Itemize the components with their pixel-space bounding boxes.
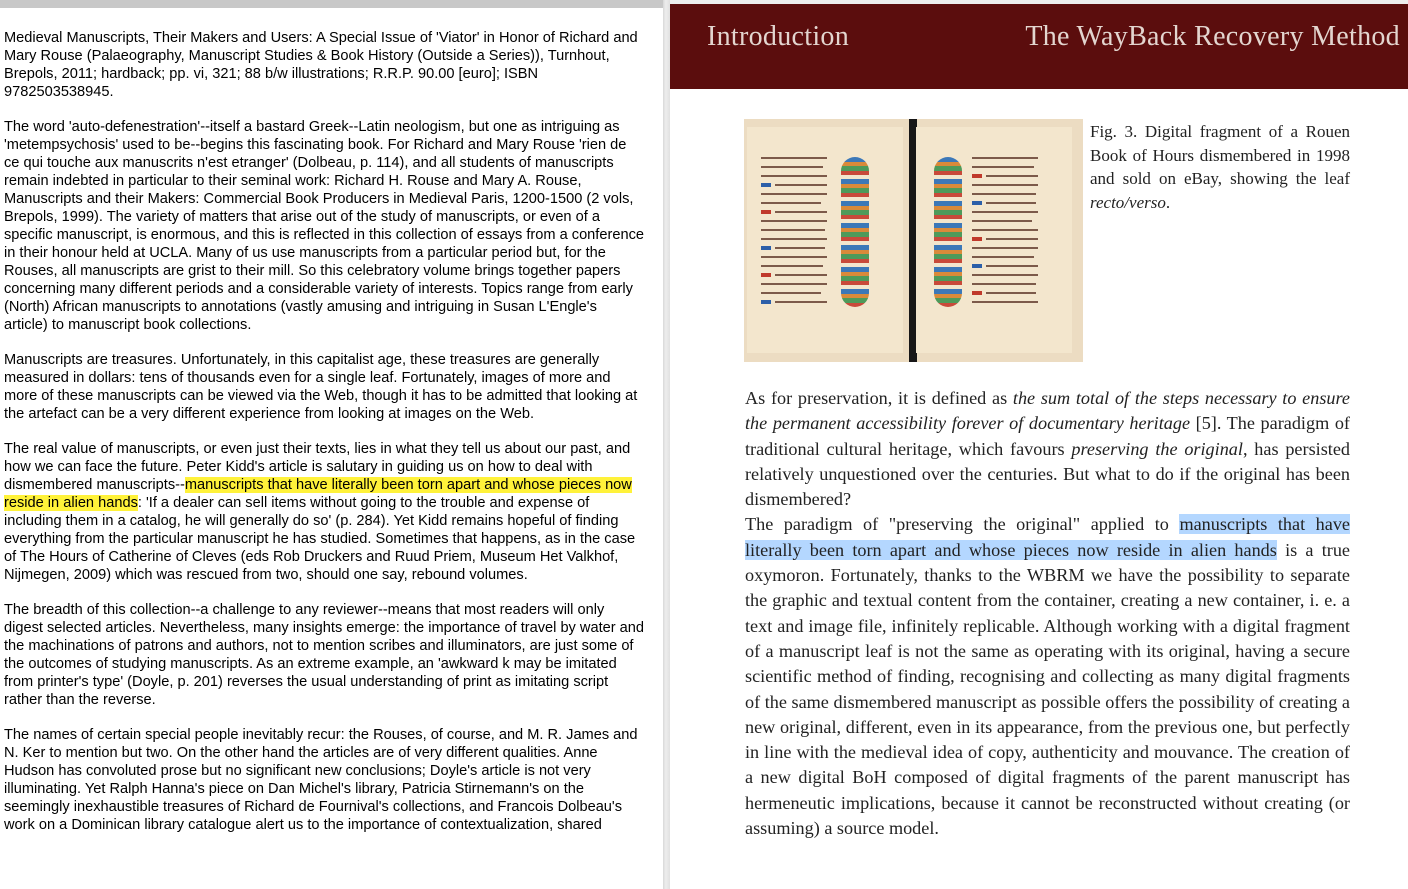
manuscript-figure-image <box>744 119 1083 362</box>
paragraph-citation: Medieval Manuscripts, Their Makers and Users: A Special Issue of 'Viator' in Honor of Richard and Mary Rouse (Palaeography, Manuscript Studies & Book History (Outside a Series)), Turnhout, Brepols, 2011; hardback; pp. vi, 321; 88 b/w illustrations; R.R.P. 90.00 [euro]; ISBN 9782503538945. <box>4 30 638 100</box>
caption-text: Fig. 3. Digital fragment of a Rouen Book of Hours dismembered in 1998 and sold on eBay, showing the leaf <box>1090 122 1350 188</box>
paragraph-paradigm <box>745 512 1350 841</box>
floral-border-ornament <box>841 157 869 307</box>
italic-text: preserving the original <box>1071 438 1243 459</box>
paragraph-intro: The word 'auto-defenestration'--itself a bastard Greek--Latin neologism, but one as intriguing as 'metempsychosis' used to be--begins this fascinating book. For Richard and Mary Rouse 'rien de ce qui touche aux manuscrits n'est etranger' (Dolbeau, p. 114), and all students of manuscripts remain indebted in particular to their seminal work: Richard H. Rouse and Mary A. Rouse, Manuscripts and their Makers: Commercial Book Producers in Medieval Paris, 1200-1500 (2 vols, Brepols, 1999). The variety of matters that arise out of the study of manuscripts, or even of a specific manuscript, is enormous, and this is reflected in this collection of essays from a conference in their honour held at UCLA. Many of us use manuscripts from a particular period but, for the Rouses, all manuscripts are grist to their mill. So this celebratory volume brings together papers concerning many different periods and a considerable variety of interests. Topics range from early (North) African manuscripts to annotations (vastly amusing and intriguing in Susan L'Engle's article) to manuscript book collections. <box>4 119 644 333</box>
page-header-banner <box>670 0 1408 89</box>
header-section-title: Introduction <box>707 21 850 52</box>
text-run: is a true oxymoron. Fortunately, thanks to the WBRM we have the possibility to separate the graphic and textual content from the container, creating a new container, i. e. a text and image file, infinitely replicable. Although working with a digital fragment of a manuscript leaf is not the same as operating with its original, having a secure scientific method of finding, recognising and collecting as many digital fragments of the same dismembered manuscript as possible offers the possibility of creating a new original, different, even in its appearance, from the previous one, but perfectly in line with the medieval idea of copy, authenticity and mouvance. The creation of a new digital BoH composed of digital fragments of the parent manuscript has hermeneutic implications, because it cannot be reconstructed without creating (or assuming) a source model. <box>745 539 1350 839</box>
text-run: , has persisted relatively unquestioned over the centuries. But what to do if the original has been dismembered? <box>745 438 1350 510</box>
text-run: [5]. The paradigm of traditional cultural heritage, which favours <box>745 413 1350 459</box>
highlighted-text[interactable]: manuscripts that have literally been torn apart and whose pieces now reside in alien hands <box>4 477 632 511</box>
paragraph-names: The names of certain special people inevitably recur: the Rouses, of course, and M. R. James and N. Ker to mention but two. On the other hand the articles are of very different qualities. Anne Hudson has convoluted prose but no significant new conclusions; Doyle's article is not very illuminating. Yet Ralph Hanna's piece on Dan Michel's library, Patricia Stirnemann's on the seemingly inexhaustible treasures of Richard de Fournival's collections, and Francois Dolbeau's work on a Dominican library catalogue alert us to the importance of contextualization, shared <box>4 727 638 833</box>
review-text[interactable] <box>4 29 644 851</box>
left-pane-top-bar <box>0 0 663 8</box>
header-chapter-title: The WayBack Recovery Method <box>1025 21 1400 52</box>
text-run: As for preservation, it is defined as <box>745 388 1013 408</box>
paragraph-preservation <box>745 386 1350 512</box>
manuscript-leaf-verso <box>916 127 1072 353</box>
manuscript-leaf-recto <box>747 127 903 353</box>
paragraph-treasures: Manuscripts are treasures. Unfortunately, in this capitalist age, these treasures are generally measured in dollars: tens of thousands even for a single leaf. Fortunately, images of more and more of these manuscripts can be viewed via the Web, though it has to be admitted that looking at the artefact can be a very different experience from looking at images on the Web. <box>4 352 638 422</box>
text-run: : 'If a dealer can sell items without going to the trouble and expense of including them in a catalog, he will generally do so' (p. 284). Yet Kidd remains hopeful of finding everything from the particular manuscript he has studied. Sometimes that happens, as in the case of The Hours of Catherine of Cleves (eds Rob Druckers and Ruud Priem, Museum Het Valkhof, Nijmegen, 2009) which was rescued from two, should one say, rebound volumes. <box>4 495 636 583</box>
left-document-pane[interactable] <box>0 0 663 889</box>
split-divider[interactable] <box>663 0 670 889</box>
italic-text: the sum total of the steps necessary to ensure the permanent accessibility forever of documentary heritage <box>745 388 1350 434</box>
paragraph-real-value <box>4 440 644 584</box>
floral-border-ornament <box>934 157 962 307</box>
caption-end: . <box>1165 192 1171 212</box>
figure-caption <box>1090 120 1350 214</box>
caption-italic: recto/verso <box>1090 192 1166 212</box>
paragraph-breadth: The breadth of this collection--a challenge to any reviewer--means that most readers will only digest selected articles. Nevertheless, many insights emerge: the importance of travel by water and the machinations of patrons and authors, not to mention scribes and illuminators, are just some of the outcomes of studying manuscripts. As an extreme example, an 'awkward k may be imitated from printer's type' (Doyle, p. 201) reverses the usual understanding of print as imitating script rather than the reverse. <box>4 602 645 708</box>
text-run: The real value of manuscripts, or even just their texts, lies in what they tell us about our past, and how we can face the future. Peter Kidd's article is salutary in guiding us on how to deal with dismembered manuscripts-- <box>4 441 631 493</box>
right-document-pane[interactable] <box>670 0 1408 889</box>
paper-body-text[interactable] <box>745 386 1350 841</box>
text-run: The paradigm of "preserving the original" applied to <box>745 514 1180 535</box>
selected-text[interactable]: manuscripts that have literally been torn apart and whose pieces now reside in alien hands <box>745 514 1350 560</box>
